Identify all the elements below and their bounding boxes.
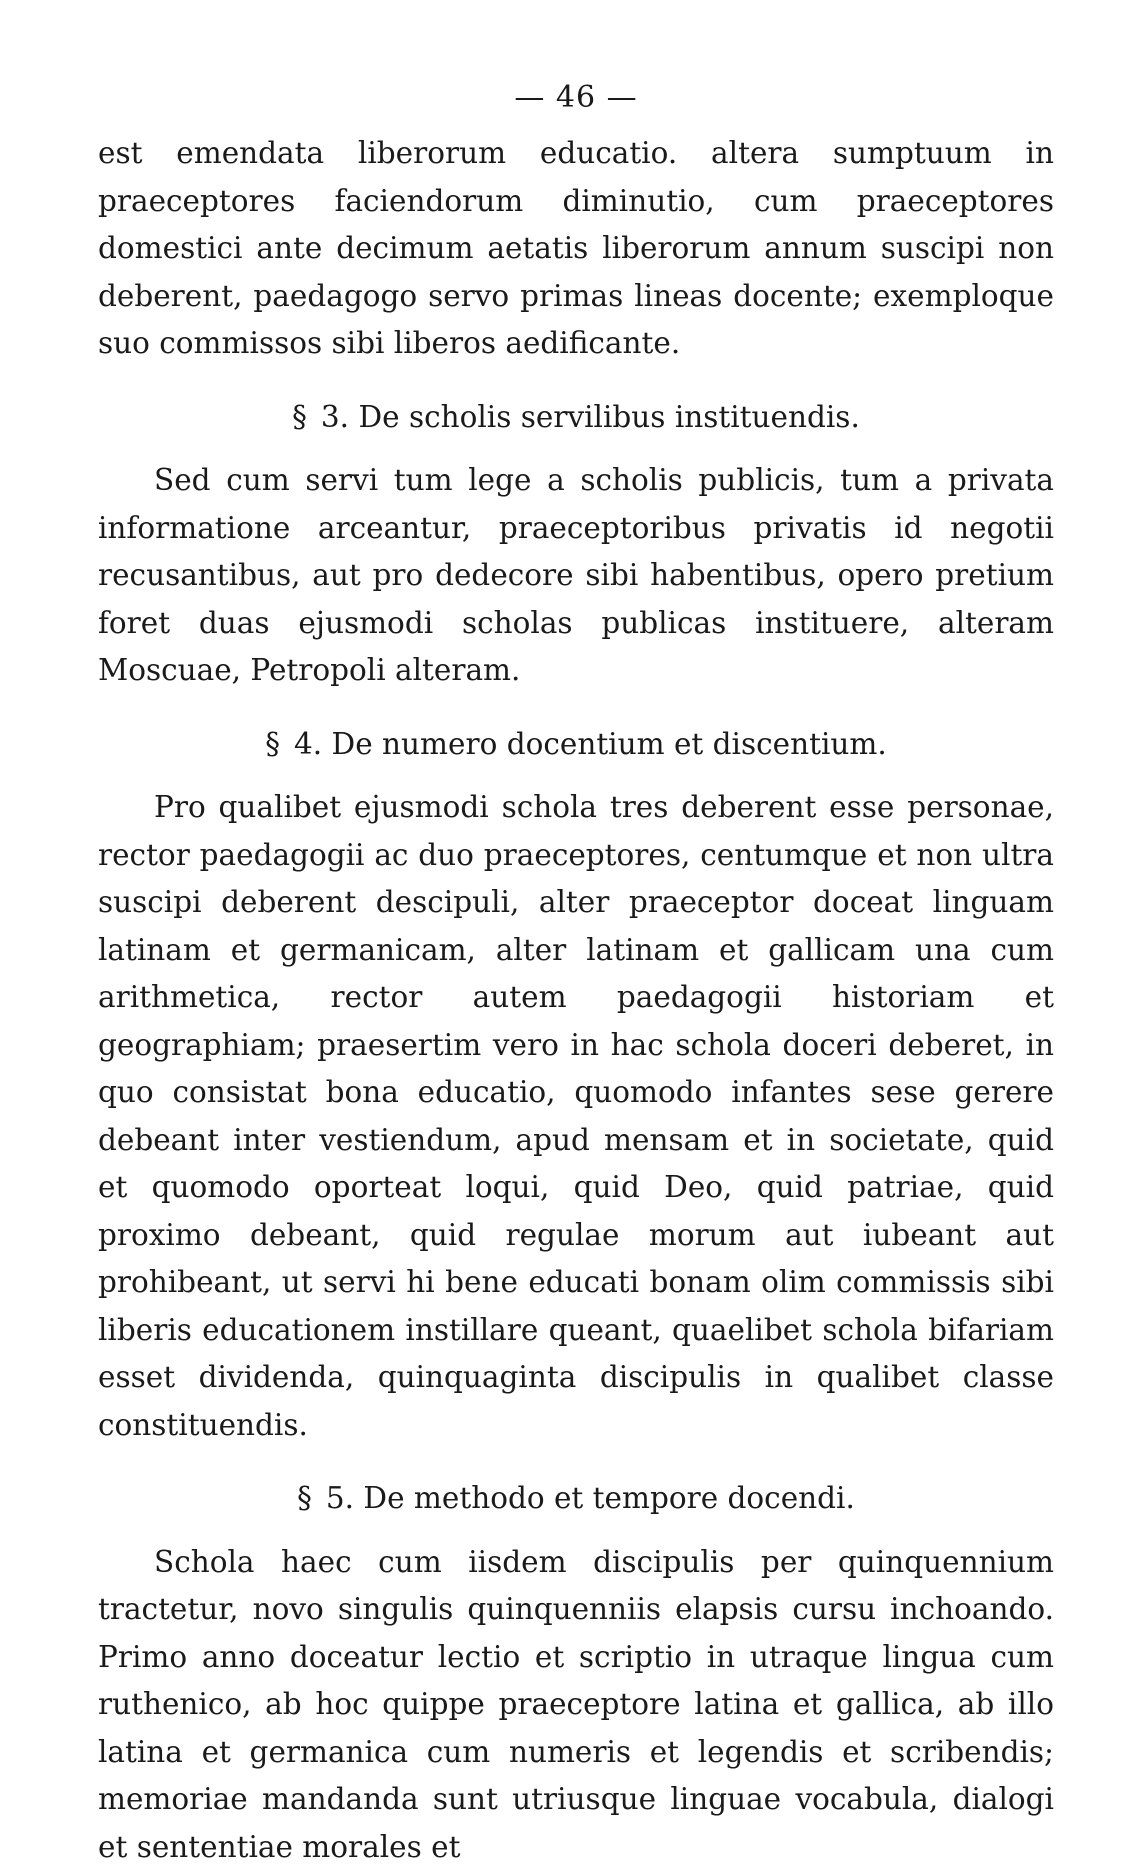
section-heading-5 — [98, 1475, 1054, 1523]
section-number: 5. — [326, 1481, 354, 1515]
section-paragraph-5: Schola haec cum iisdem discipulis per quinquennium tractetur, novo singulis quinquenniis elapsis cursu inchoando. Primo anno doceatur lectio et scriptio in utraque lingua cum ruthenico, ab hoc quippe praeceptore latina et gallica, ab illo latina et germanica cum numeris et legendis et scribendis; memoriae mandanda sunt utriusque linguae vocabula, dialogi et sententiae morales et — [98, 1539, 1054, 1871]
intro-paragraph: est emendata liberorum educatio. altera sumptuum in praeceptores faciendorum diminutio, cum praeceptores domestici ante decimum aetatis liberorum annum suscipi non deberent, paedagogo servo primas lineas docente; exemploque suo commissos sibi liberos aedificante. — [98, 130, 1054, 368]
section-title: De methodo et tempore docendi. — [363, 1481, 854, 1515]
section-mark: § — [292, 400, 307, 434]
page-number: — 46 — — [98, 78, 1054, 118]
section-mark: § — [265, 727, 280, 761]
section-number: 4. — [294, 727, 322, 761]
section-mark: § — [297, 1481, 312, 1515]
section-heading-4 — [98, 721, 1054, 769]
section-title: De numero docentium et discentium. — [332, 727, 887, 761]
document-page — [98, 78, 1054, 1871]
section-paragraph-3: Sed cum servi tum lege a scholis publicis, tum a privata informatione arceantur, praeceptoribus privatis id negotii recusantibus, aut pro dedecore sibi habentibus, opero pretium foret duas ejusmodi scholas publicas instituere, alteram Moscuae, Petropoli alteram. — [98, 457, 1054, 695]
section-paragraph-4: Pro qualibet ejusmodi schola tres deberent esse personae, rector paedagogii ac duo praeceptores, centumque et non ultra suscipi deberent descipuli, alter praeceptor doceat linguam latinam et germanicam, alter latinam et gallicam una cum arithmetica, rector autem paedagogii historiam et geographiam; praesertim vero in hac schola doceri deberet, in quo consistat bona educatio, quomodo infantes sese gerere debeant inter vestiendum, apud mensam et in societate, quid et quomodo oporteat loqui, quid Deo, quid patriae, quid proximo debeant, quid regulae morum aut iubeant aut prohibeant, ut servi hi bene educati bonam olim commissis sibi liberis educationem instillare queant, quaelibet schola bifariam esset dividenda, quinquaginta discipulis in qualibet classe constituendis. — [98, 784, 1054, 1449]
section-number: 3. — [321, 400, 349, 434]
section-heading-3 — [98, 394, 1054, 442]
section-title: De scholis servilibus instituendis. — [358, 400, 859, 434]
